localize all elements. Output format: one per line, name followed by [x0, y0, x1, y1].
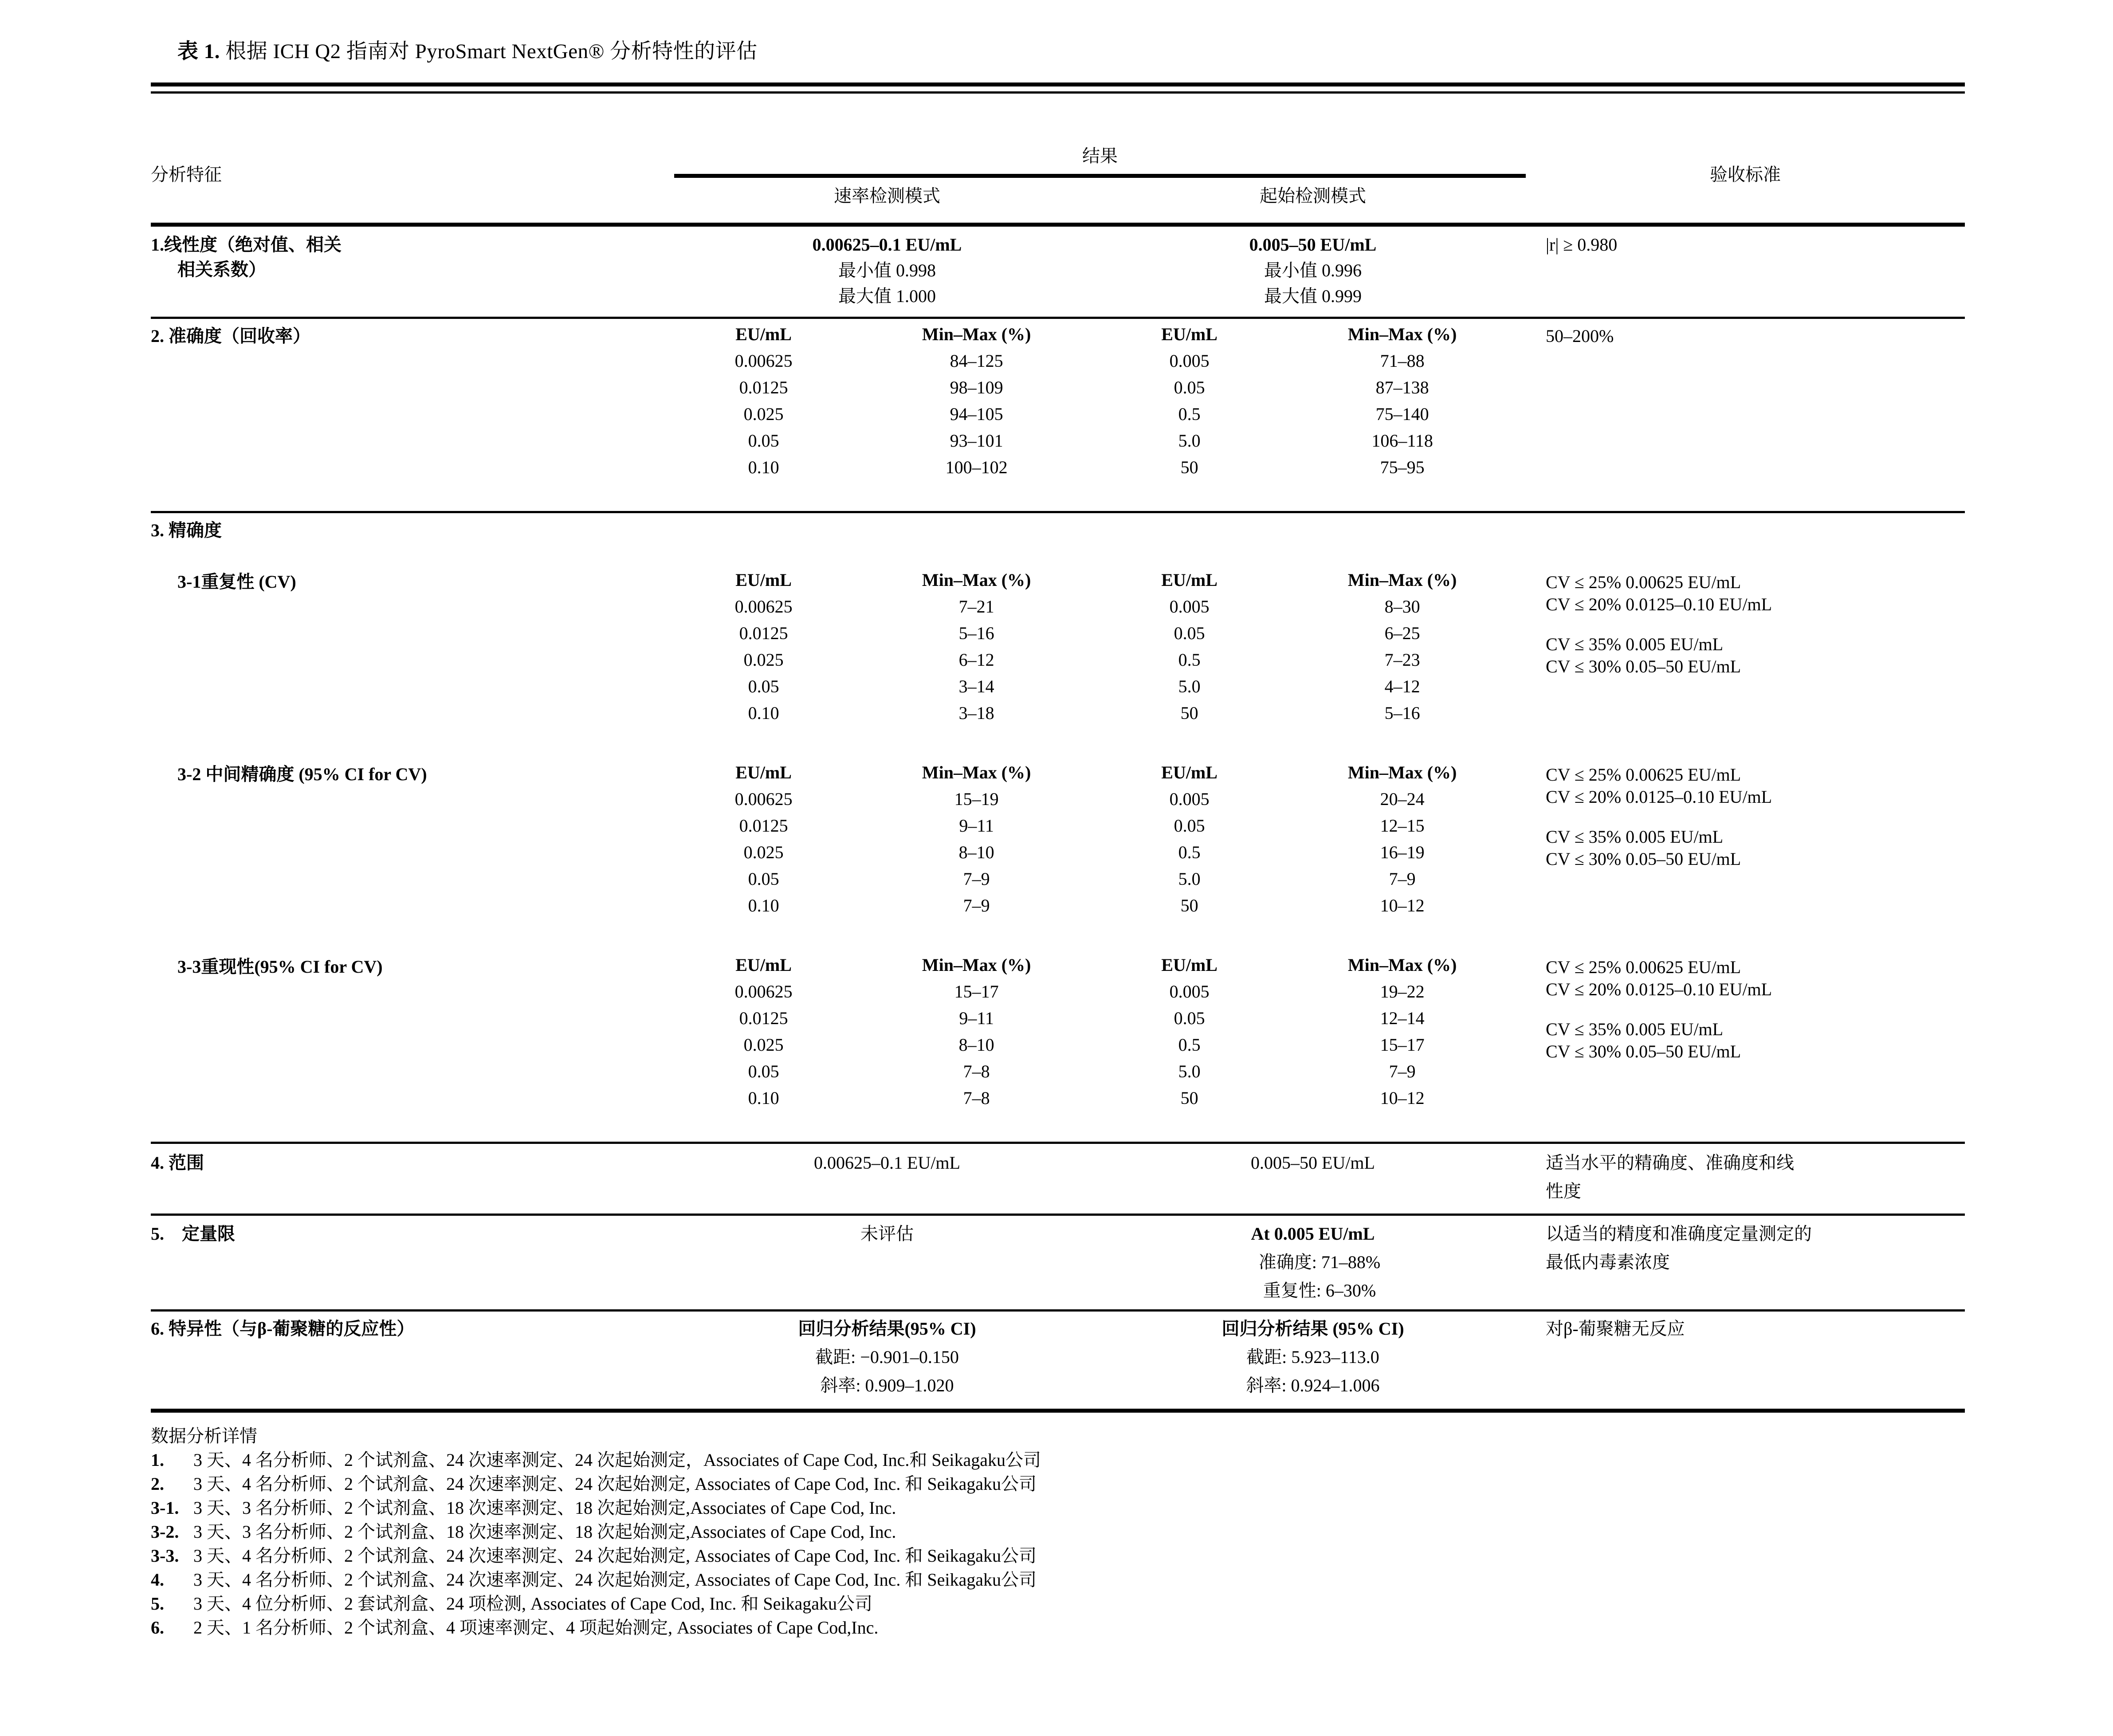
- note-number: 6.: [151, 1618, 164, 1638]
- pair-header-unit: EU/mL: [735, 570, 792, 590]
- pair-minmax: 7–9: [1389, 1061, 1416, 1081]
- note-number: 4.: [151, 1570, 164, 1590]
- reproducibility-acceptance: [1546, 956, 1989, 1063]
- accuracy-rate-pairs: [674, 326, 1100, 476]
- specificity-rate-heading: 回归分析结果(95% CI): [798, 1319, 976, 1339]
- pair-row: [1100, 405, 1526, 423]
- range-rate: 0.00625–0.1 EU/mL: [814, 1153, 960, 1173]
- pair-header-minmax: Min–Max (%): [1347, 570, 1457, 590]
- linearity-onset-range: 0.005–50 EU/mL: [1249, 235, 1377, 255]
- note-number: 3-2.: [151, 1522, 179, 1542]
- note-text: 3 天、4 位分析师、2 套试剂盒、24 项检测, Associates of Cape Cod, Inc. 和 Seikagaku公司: [193, 1594, 872, 1614]
- header-bottom-rule: [151, 223, 1965, 227]
- pair-header-minmax: Min–Max (%): [1347, 324, 1457, 344]
- note-text: 3 天、4 名分析师、2 个试剂盒、24 次速率测定、24 次起始测定, Associates of Cape Cod, Inc. 和 Seikagaku公司: [193, 1570, 1037, 1590]
- pair-row: [1100, 1009, 1526, 1027]
- pair-minmax: 106–118: [1371, 431, 1433, 451]
- table-caption: [177, 35, 758, 64]
- row-specificity-label: 6. 特异性（与β-葡聚糖的反应性）: [151, 1319, 415, 1339]
- pair-minmax: 98–109: [950, 377, 1003, 397]
- intermediate-onset-pairs: [1100, 764, 1526, 915]
- pair-minmax: 7–23: [1384, 650, 1420, 670]
- caption-text: 根据 ICH Q2 指南对 PyroSmart NextGen® 分析特性的评估: [220, 40, 758, 63]
- acceptance-line: CV ≤ 30% 0.05–50 EU/mL: [1546, 656, 1741, 676]
- pair-concentration: 0.05: [748, 869, 779, 889]
- acceptance-line: CV ≤ 30% 0.05–50 EU/mL: [1546, 1041, 1741, 1061]
- pair-row: [674, 817, 1100, 835]
- pair-row: [674, 678, 1100, 695]
- note-text: 3 天、4 名分析师、2 个试剂盒、24 次速率测定、24 次起始测定, Associates of Cape Cod, Inc. 和 Seikagaku公司: [193, 1474, 1037, 1494]
- pair-concentration: 50: [1180, 703, 1198, 723]
- note-text: 3 天、3 名分析师、2 个试剂盒、18 次速率测定、18 次起始测定,Associates of Cape Cod, Inc.: [193, 1522, 896, 1542]
- loq-acceptance-line2: 最低内毒素浓度: [1546, 1252, 1670, 1272]
- acceptance-line: CV ≤ 25% 0.00625 EU/mL: [1546, 572, 1741, 592]
- pair-concentration: 0.005: [1169, 351, 1210, 371]
- rule-after-precision: [151, 1142, 1965, 1144]
- pair-minmax: 75–140: [1375, 404, 1429, 424]
- note-item: [151, 1595, 1965, 1613]
- pair-concentration: 0.5: [1178, 404, 1201, 424]
- pair-row: [1100, 1036, 1526, 1054]
- pair-minmax: 3–18: [958, 703, 994, 723]
- pair-minmax: 75–95: [1380, 457, 1425, 477]
- pair-row: [1100, 651, 1526, 669]
- reproducibility-onset-pairs: [1100, 956, 1526, 1107]
- pair-concentration: 0.10: [748, 457, 779, 477]
- pair-row: [674, 983, 1100, 1001]
- pair-row: [674, 897, 1100, 915]
- pair-minmax: 7–8: [963, 1088, 990, 1108]
- pair-row: [674, 1089, 1100, 1107]
- pair-row: [674, 870, 1100, 888]
- rule-after-linearity: [151, 317, 1965, 319]
- note-item: [151, 1499, 1965, 1517]
- pair-minmax: 9–11: [959, 816, 994, 836]
- pair-header-row: [1100, 956, 1526, 974]
- loq-onset-accuracy: 准确度: 71–88%: [1258, 1252, 1381, 1272]
- row-repeatability-label: 3-1重复性 (CV): [177, 572, 296, 592]
- pair-minmax: 12–15: [1380, 816, 1425, 836]
- pair-concentration: 0.10: [748, 895, 779, 915]
- column-header-rate-mode: 速率检测模式: [834, 186, 940, 206]
- pair-concentration: 5.0: [1178, 1061, 1201, 1081]
- pair-minmax: 12–14: [1380, 1008, 1425, 1028]
- pair-concentration: 0.025: [743, 1035, 784, 1055]
- results-group-header: 结果: [1082, 146, 1118, 166]
- pair-header-row: [674, 956, 1100, 974]
- pair-row: [1100, 459, 1526, 476]
- linearity-rate-max: 最大值 1.000: [838, 286, 936, 306]
- rule-after-accuracy: [151, 511, 1965, 513]
- pair-minmax: 84–125: [950, 351, 1003, 371]
- pair-minmax: 10–12: [1380, 1088, 1425, 1108]
- rule-after-range: [151, 1214, 1965, 1216]
- pair-minmax: 20–24: [1380, 789, 1425, 809]
- pair-minmax: 8–10: [958, 1035, 994, 1055]
- pair-row: [1100, 844, 1526, 861]
- pair-row: [674, 1036, 1100, 1054]
- specificity-onset-intercept: 截距: 5.923–113.0: [1246, 1347, 1379, 1367]
- note-item: [151, 1571, 1965, 1589]
- pair-header-row: [1100, 571, 1526, 589]
- pair-header-unit: EU/mL: [1161, 570, 1218, 590]
- note-number: 5.: [151, 1594, 164, 1614]
- pair-concentration: 0.00625: [734, 789, 793, 809]
- pair-concentration: 0.10: [748, 1088, 779, 1108]
- pair-concentration: 0.0125: [739, 623, 788, 643]
- linearity-onset-min: 最小值 0.996: [1264, 260, 1362, 280]
- pair-row: [674, 1063, 1100, 1080]
- pair-minmax: 6–25: [1384, 623, 1420, 643]
- pair-minmax: 5–16: [1384, 703, 1420, 723]
- pair-concentration: 0.005: [1169, 789, 1210, 809]
- pair-row: [1100, 704, 1526, 722]
- pair-header-minmax: Min–Max (%): [922, 324, 1031, 344]
- pair-concentration: 0.05: [1174, 377, 1205, 397]
- pair-concentration: 0.05: [1174, 623, 1205, 643]
- range-acceptance-line1: 适当水平的精确度、准确度和线: [1546, 1153, 1794, 1173]
- pair-concentration: 0.025: [743, 842, 784, 862]
- loq-onset-repeatability: 重复性: 6–30%: [1263, 1280, 1376, 1300]
- pair-concentration: 0.05: [748, 676, 779, 696]
- note-text: 3 天、4 名分析师、2 个试剂盒、24 次速率测定、24 次起始测定，Associates of Cape Cod, Inc.和 Seikagaku公司: [193, 1450, 1041, 1470]
- pair-row: [674, 352, 1100, 370]
- specificity-rate-intercept: 截距: −0.901–0.150: [815, 1347, 959, 1367]
- pair-minmax: 7–9: [963, 869, 990, 889]
- pair-minmax: 7–9: [1389, 869, 1416, 889]
- note-item: [151, 1619, 1965, 1637]
- note-text: 3 天、3 名分析师、2 个试剂盒、18 次速率测定、18 次起始测定,Associates of Cape Cod, Inc.: [193, 1498, 896, 1518]
- linearity-rate-range: 0.00625–0.1 EU/mL: [812, 235, 962, 255]
- note-number: 3-3.: [151, 1546, 179, 1566]
- data-analysis-notes: [151, 1427, 1965, 1637]
- top-rule-upper: [151, 82, 1965, 86]
- pair-concentration: 0.05: [748, 431, 779, 451]
- pair-concentration: 0.0125: [739, 816, 788, 836]
- pair-minmax: 93–101: [950, 431, 1003, 451]
- pair-header-minmax: Min–Max (%): [922, 955, 1031, 975]
- pair-row: [1100, 817, 1526, 835]
- pair-minmax: 19–22: [1380, 982, 1425, 1002]
- column-header-onset-mode: 起始检测模式: [1260, 186, 1366, 206]
- range-onset: 0.005–50 EU/mL: [1251, 1153, 1375, 1173]
- row-intermediate-label: 3-2 中间精确度 (95% CI for CV): [177, 764, 427, 784]
- repeatability-onset-pairs: [1100, 571, 1526, 722]
- pair-concentration: 0.05: [1174, 1008, 1205, 1028]
- top-rule-lower: [151, 91, 1965, 94]
- row-loq-label: 5. 定量限: [151, 1224, 235, 1244]
- pair-row: [674, 379, 1100, 397]
- intermediate-acceptance: [1546, 764, 1989, 870]
- pair-row: [674, 598, 1100, 616]
- pair-minmax: 4–12: [1384, 676, 1420, 696]
- pair-concentration: 0.10: [748, 703, 779, 723]
- acceptance-spacer: [1546, 808, 1989, 826]
- pair-row: [674, 405, 1100, 423]
- acceptance-line: CV ≤ 20% 0.0125–0.10 EU/mL: [1546, 594, 1772, 614]
- pair-row: [1100, 379, 1526, 397]
- pair-header-unit: EU/mL: [1161, 762, 1218, 782]
- acceptance-line: CV ≤ 25% 0.00625 EU/mL: [1546, 765, 1741, 785]
- pair-concentration: 50: [1180, 895, 1198, 915]
- intermediate-rate-pairs: [674, 764, 1100, 915]
- pair-row: [1100, 432, 1526, 450]
- pair-minmax: 15–19: [954, 789, 999, 809]
- pair-row: [1100, 352, 1526, 370]
- pair-minmax: 15–17: [1380, 1035, 1425, 1055]
- linearity-rate-min: 最小值 0.998: [838, 260, 936, 280]
- note-number: 3-1.: [151, 1498, 179, 1518]
- acceptance-spacer: [1546, 1001, 1989, 1018]
- pair-header-unit: EU/mL: [735, 762, 792, 782]
- row-precision-label: 3. 精确度: [151, 520, 222, 540]
- acceptance-line: CV ≤ 25% 0.00625 EU/mL: [1546, 957, 1741, 977]
- acceptance-spacer: [1546, 616, 1989, 633]
- note-item: [151, 1451, 1965, 1469]
- range-acceptance-line2: 性度: [1546, 1181, 1581, 1201]
- pair-header-minmax: Min–Max (%): [922, 762, 1031, 782]
- pair-header-row: [1100, 326, 1526, 343]
- pair-concentration: 0.0125: [739, 377, 788, 397]
- pair-minmax: 15–17: [954, 982, 999, 1002]
- pair-concentration: 5.0: [1178, 431, 1201, 451]
- specificity-onset-heading: 回归分析结果 (95% CI): [1221, 1319, 1404, 1339]
- pair-row: [1100, 790, 1526, 808]
- pair-concentration: 0.005: [1169, 982, 1210, 1002]
- note-item: [151, 1475, 1965, 1493]
- pair-concentration: 0.00625: [734, 351, 793, 371]
- pair-header-row: [674, 326, 1100, 343]
- pair-minmax: 87–138: [1375, 377, 1429, 397]
- pair-row: [1100, 624, 1526, 642]
- pair-concentration: 5.0: [1178, 869, 1201, 889]
- note-item: [151, 1547, 1965, 1565]
- pair-minmax: 71–88: [1380, 351, 1425, 371]
- note-item: [151, 1523, 1965, 1541]
- acceptance-line: CV ≤ 20% 0.0125–0.10 EU/mL: [1546, 979, 1772, 999]
- pair-minmax: 94–105: [950, 404, 1003, 424]
- reproducibility-rate-pairs: [674, 956, 1100, 1107]
- caption-label: 表 1.: [177, 40, 220, 63]
- pair-minmax: 8–30: [1384, 597, 1420, 617]
- pair-row: [674, 704, 1100, 722]
- pair-minmax: 7–21: [958, 597, 994, 617]
- table-bottom-rule: [151, 1409, 1965, 1413]
- pair-header-minmax: Min–Max (%): [922, 570, 1031, 590]
- pair-concentration: 0.05: [1174, 816, 1205, 836]
- pair-minmax: 10–12: [1380, 895, 1425, 915]
- pair-header-minmax: Min–Max (%): [1347, 762, 1457, 782]
- pair-row: [674, 651, 1100, 669]
- pair-concentration: 0.0125: [739, 1008, 788, 1028]
- pair-row: [1100, 678, 1526, 695]
- specificity-rate-slope: 斜率: 0.909–1.020: [820, 1375, 954, 1395]
- note-number: 1.: [151, 1450, 164, 1470]
- pair-concentration: 50: [1180, 1088, 1198, 1108]
- pair-minmax: 6–12: [958, 650, 994, 670]
- pair-row: [674, 432, 1100, 450]
- acceptance-line: CV ≤ 20% 0.0125–0.10 EU/mL: [1546, 787, 1772, 807]
- pair-concentration: 0.5: [1178, 842, 1201, 862]
- pair-minmax: 7–8: [963, 1061, 990, 1081]
- pair-concentration: 0.00625: [734, 597, 793, 617]
- pair-concentration: 50: [1180, 457, 1198, 477]
- rule-after-loq: [151, 1309, 1965, 1312]
- acceptance-line: CV ≤ 35% 0.005 EU/mL: [1546, 634, 1724, 654]
- pair-concentration: 0.025: [743, 404, 784, 424]
- pair-row: [674, 459, 1100, 476]
- pair-concentration: 0.025: [743, 650, 784, 670]
- pair-header-unit: EU/mL: [1161, 324, 1218, 344]
- pair-row: [1100, 983, 1526, 1001]
- pair-concentration: 0.05: [748, 1061, 779, 1081]
- pair-row: [1100, 897, 1526, 915]
- pair-concentration: 0.005: [1169, 597, 1210, 617]
- accuracy-onset-pairs: [1100, 326, 1526, 476]
- pair-row: [1100, 870, 1526, 888]
- pair-concentration: 0.5: [1178, 1035, 1201, 1055]
- pair-header-unit: EU/mL: [735, 955, 792, 975]
- pair-concentration: 0.5: [1178, 650, 1201, 670]
- pair-header-unit: EU/mL: [1161, 955, 1218, 975]
- pair-minmax: 3–14: [958, 676, 994, 696]
- row-range-label: 4. 范围: [151, 1153, 204, 1173]
- pair-minmax: 7–9: [963, 895, 990, 915]
- row-reproducibility-label: 3-3重现性(95% CI for CV): [177, 957, 383, 977]
- accuracy-acceptance: 50–200%: [1546, 326, 1614, 346]
- linearity-onset-max: 最大值 0.999: [1264, 286, 1362, 306]
- acceptance-line: CV ≤ 35% 0.005 EU/mL: [1546, 1019, 1724, 1039]
- pair-row: [1100, 1063, 1526, 1080]
- linearity-acceptance: |r| ≥ 0.980: [1546, 235, 1618, 255]
- pair-minmax: 8–10: [958, 842, 994, 862]
- notes-list: [151, 1451, 1965, 1637]
- pair-row: [674, 624, 1100, 642]
- pair-concentration: 0.00625: [734, 982, 793, 1002]
- repeatability-rate-pairs: [674, 571, 1100, 722]
- acceptance-line: CV ≤ 30% 0.05–50 EU/mL: [1546, 849, 1741, 869]
- pair-concentration: 5.0: [1178, 676, 1201, 696]
- pair-row: [1100, 1089, 1526, 1107]
- specificity-onset-slope: 斜率: 0.924–1.006: [1246, 1375, 1380, 1395]
- pair-header-row: [1100, 764, 1526, 782]
- row-accuracy-label: 2. 准确度（回收率）: [151, 326, 310, 346]
- loq-onset-heading: At 0.005 EU/mL: [1251, 1224, 1375, 1244]
- specificity-acceptance: 对β-葡聚糖无反应: [1546, 1319, 1685, 1339]
- pair-minmax: 16–19: [1380, 842, 1425, 862]
- pair-row: [674, 790, 1100, 808]
- row-linearity-label-line1: 1.线性度（绝对值、相关: [151, 235, 342, 255]
- loq-rate: 未评估: [860, 1224, 914, 1244]
- pair-row: [674, 844, 1100, 861]
- pair-minmax: 100–102: [945, 457, 1008, 477]
- pair-header-row: [674, 764, 1100, 782]
- pair-header-unit: EU/mL: [735, 324, 792, 344]
- notes-title: 数据分析详情: [151, 1426, 257, 1446]
- pair-minmax: 5–16: [958, 623, 994, 643]
- pair-header-minmax: Min–Max (%): [1347, 955, 1457, 975]
- note-text: 3 天、4 名分析师、2 个试剂盒、24 次速率测定、24 次起始测定, Associates of Cape Cod, Inc. 和 Seikagaku公司: [193, 1546, 1037, 1566]
- note-text: 2 天、1 名分析师、2 个试剂盒、4 项速率测定、4 项起始测定, Associates of Cape Cod,Inc.: [193, 1618, 879, 1638]
- column-header-feature: 分析特征: [151, 165, 222, 185]
- row-linearity-label-line2: 相关系数）: [177, 259, 266, 279]
- pair-header-row: [674, 571, 1100, 589]
- acceptance-line: CV ≤ 35% 0.005 EU/mL: [1546, 827, 1724, 847]
- pair-row: [674, 1009, 1100, 1027]
- results-span-rule: [674, 174, 1526, 178]
- repeatability-acceptance: [1546, 571, 1989, 678]
- pair-row: [1100, 598, 1526, 616]
- loq-acceptance-line1: 以适当的精度和准确度定量测定的: [1546, 1224, 1812, 1244]
- column-header-acceptance: 验收标准: [1710, 165, 1781, 185]
- pair-minmax: 9–11: [959, 1008, 994, 1028]
- note-number: 2.: [151, 1474, 164, 1494]
